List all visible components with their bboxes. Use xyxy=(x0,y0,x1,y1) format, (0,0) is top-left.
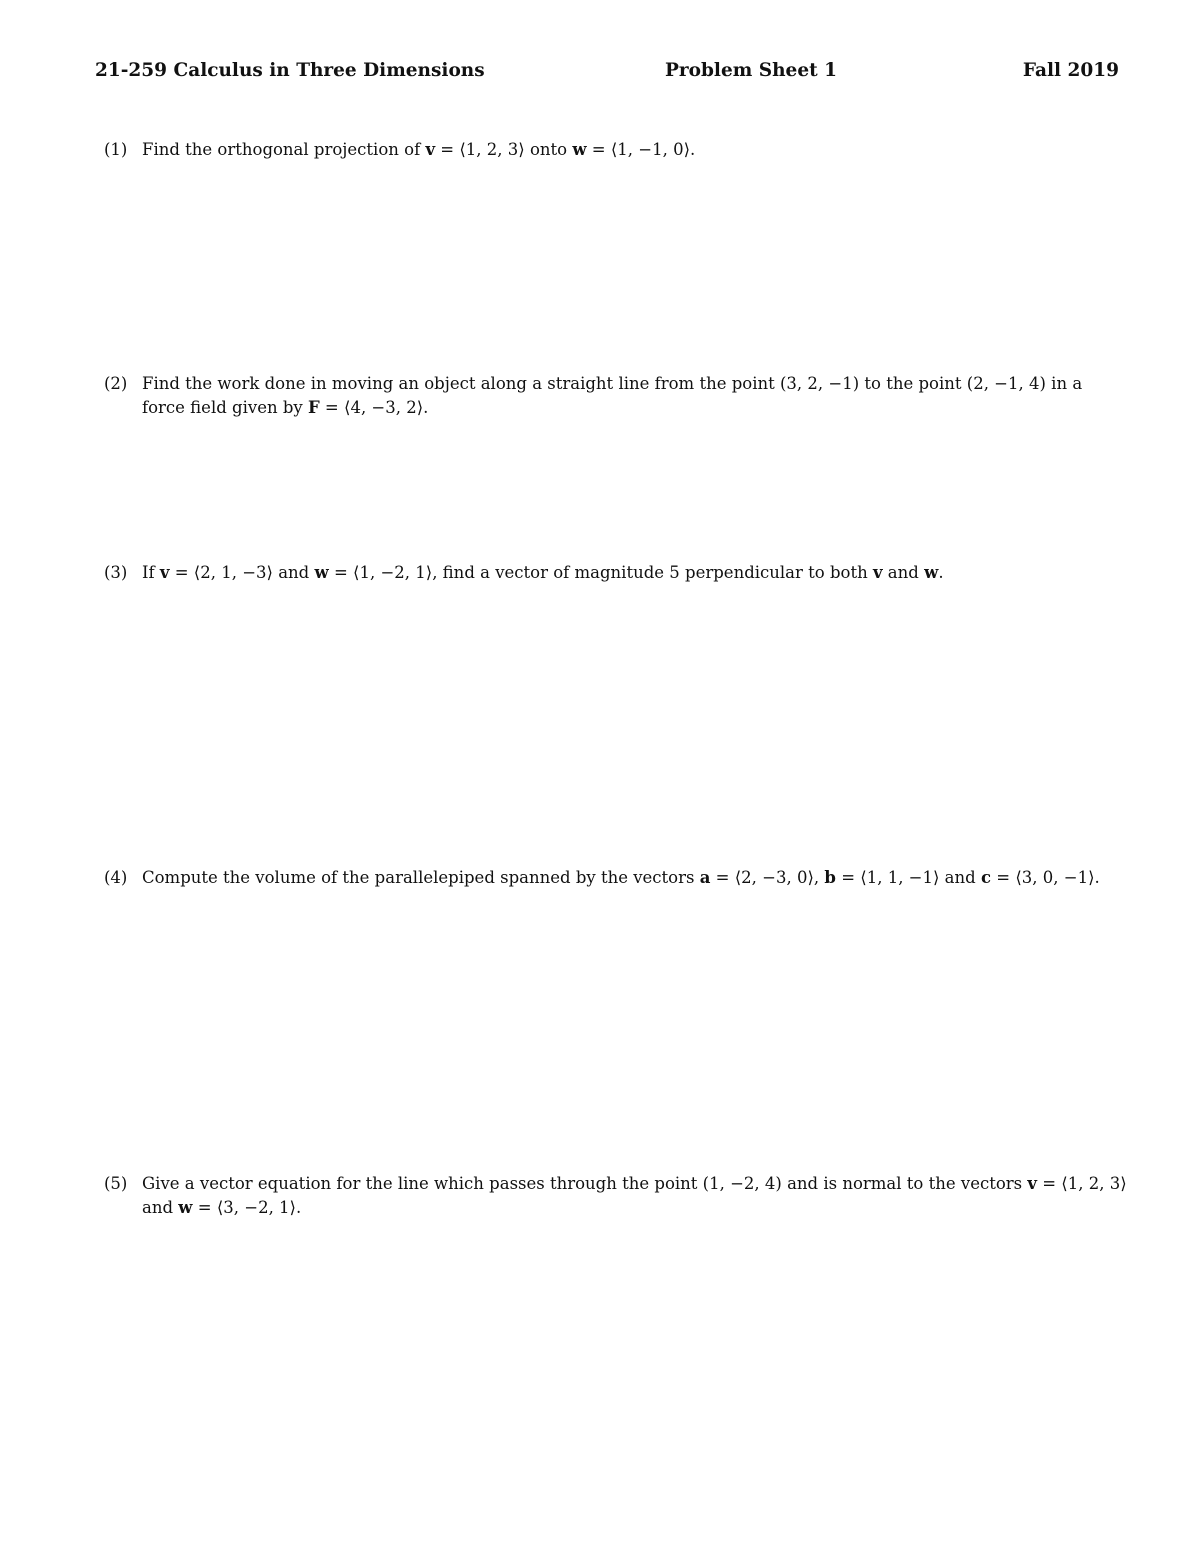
problem-number: (5) xyxy=(104,1174,128,1193)
problem-4 xyxy=(104,866,1130,890)
problem-line: Compute the volume of the parallelepiped spanned by the vectors a = ⟨2, −3, 0⟩, b = ⟨1, 1, −1⟩ and c = ⟨3, 0, −1⟩. xyxy=(142,868,1100,887)
problem-line: If v = ⟨2, 1, −3⟩ and w = ⟨1, −2, 1⟩, find a vector of magnitude 5 perpendicular to both v and w. xyxy=(142,563,944,582)
problem-number: (4) xyxy=(104,868,128,887)
problem-number: (3) xyxy=(104,563,128,582)
problem-number: (2) xyxy=(104,374,128,393)
problem-line: force field given by F = ⟨4, −3, 2⟩. xyxy=(142,398,429,417)
course-title: 21-259 Calculus in Three Dimensions xyxy=(95,60,485,81)
problem-3 xyxy=(104,561,1130,585)
term-label: Fall 2019 xyxy=(1022,60,1119,81)
problem-text xyxy=(142,372,1130,420)
page-header xyxy=(95,58,1119,84)
sheet-title: Problem Sheet 1 xyxy=(665,60,837,81)
problem-line: Give a vector equation for the line which passes through the point (1, −2, 4) and is normal to the vectors v = ⟨1, 2, 3⟩ xyxy=(142,1174,1127,1193)
problem-5 xyxy=(104,1172,1130,1220)
problem-number: (1) xyxy=(104,140,128,159)
problem-text xyxy=(142,1172,1130,1220)
problem-2 xyxy=(104,372,1130,420)
problem-line: Find the orthogonal projection of v = ⟨1, 2, 3⟩ onto w = ⟨1, −1, 0⟩. xyxy=(142,140,696,159)
problem-text xyxy=(142,866,1130,890)
problem-1 xyxy=(104,138,1130,162)
problem-line: Find the work done in moving an object along a straight line from the point (3, 2, −1) to the point (2, −1, 4) in a xyxy=(142,374,1083,393)
problem-text xyxy=(142,561,1130,585)
problem-line: and w = ⟨3, −2, 1⟩. xyxy=(142,1198,302,1217)
problem-text xyxy=(142,138,1130,162)
